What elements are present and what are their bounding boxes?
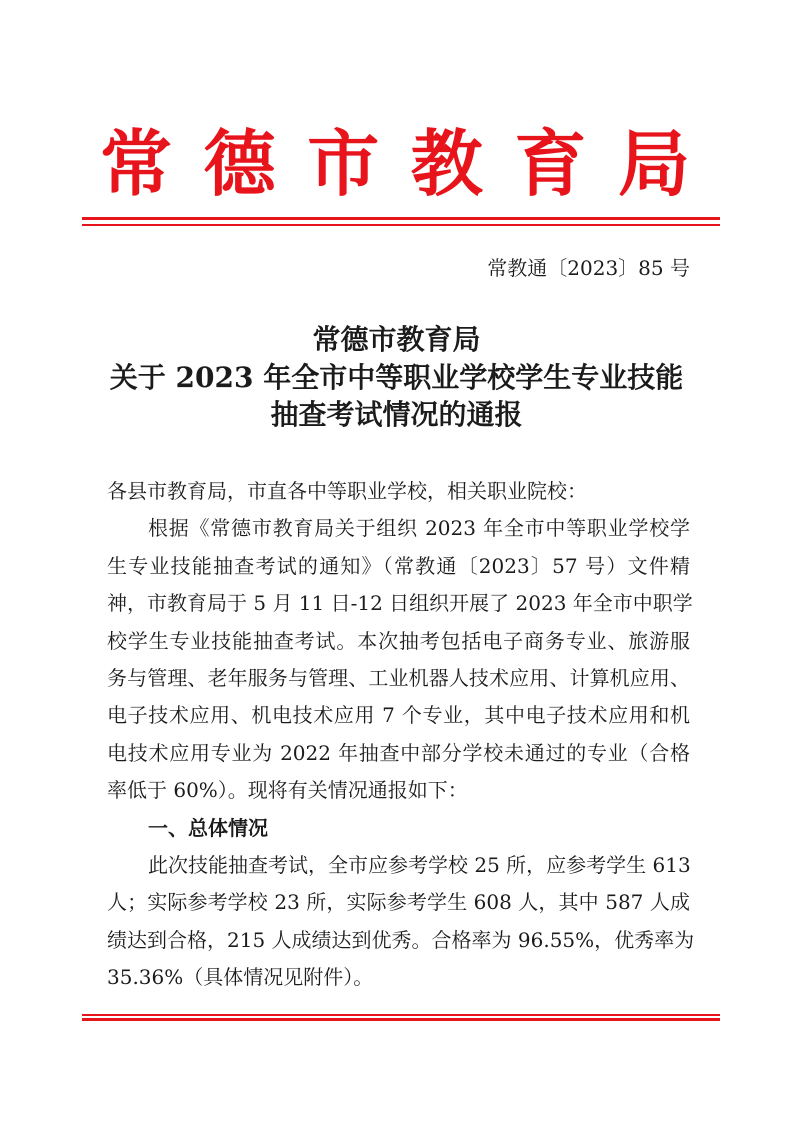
document-body [107,473,695,996]
section-heading: 一、总体情况 [148,815,268,840]
masthead-org-name: 常德市教育局 [100,121,690,206]
paragraph-line: 生专业技能抽查考试的通知》（常教通〔2023〕57 号）文件精 [107,553,690,578]
document-number: 常教通〔2023〕85 号 [487,256,690,280]
masthead-rule-thick [82,217,720,220]
paragraph-line: 率低于 60%）。现将有关情况通报如下： [107,778,468,803]
paragraph-line: 务与管理、老年服务与管理、工业机器人技术应用、计算机应用、 [107,665,690,690]
paragraph-line: 此次技能抽查考试，全市应参考学校 25 所，应参考学生 613 [148,852,691,877]
paragraph-line: 人；实际参考学校 23 所，实际参考学生 608 人，其中 587 人成 [107,890,690,915]
masthead-rule-thin [82,224,720,226]
paragraph-line: 35.36%（具体情况见附件）。 [107,965,374,990]
footer-rule-thin [82,1014,720,1016]
salutation: 各县市教育局，市直各中等职业学校，相关职业院校： [107,479,587,503]
footer-rule-thick [82,1018,720,1021]
paragraph-line: 绩达到合格，215 人成绩达到优秀。合格率为 96.55%，优秀率为 [107,927,695,952]
paragraph-line: 校学生专业技能抽查考试。本次抽考包括电子商务专业、旅游服 [107,628,690,653]
title-line: 关于 2023 年全市中等职业学校学生专业技能 [109,360,684,394]
document-title [0,321,793,434]
paragraph-line: 电技术应用专业为 2022 年抽查中部分学校未通过的专业（合格 [107,740,690,765]
title-line: 常德市教育局 [312,323,481,356]
paragraph-line: 神，市教育局于 5 月 11 日-12 日组织开展了 2023 年全市中职学 [107,591,693,616]
paragraph-line: 电子技术应用、机电技术应用 7 个专业，其中电子技术应用和机 [107,703,690,728]
title-line: 抽查考试情况的通报 [270,398,523,431]
paragraph-line: 根据《常德市教育局关于组织 2023 年全市中等职业学校学 [148,516,690,541]
